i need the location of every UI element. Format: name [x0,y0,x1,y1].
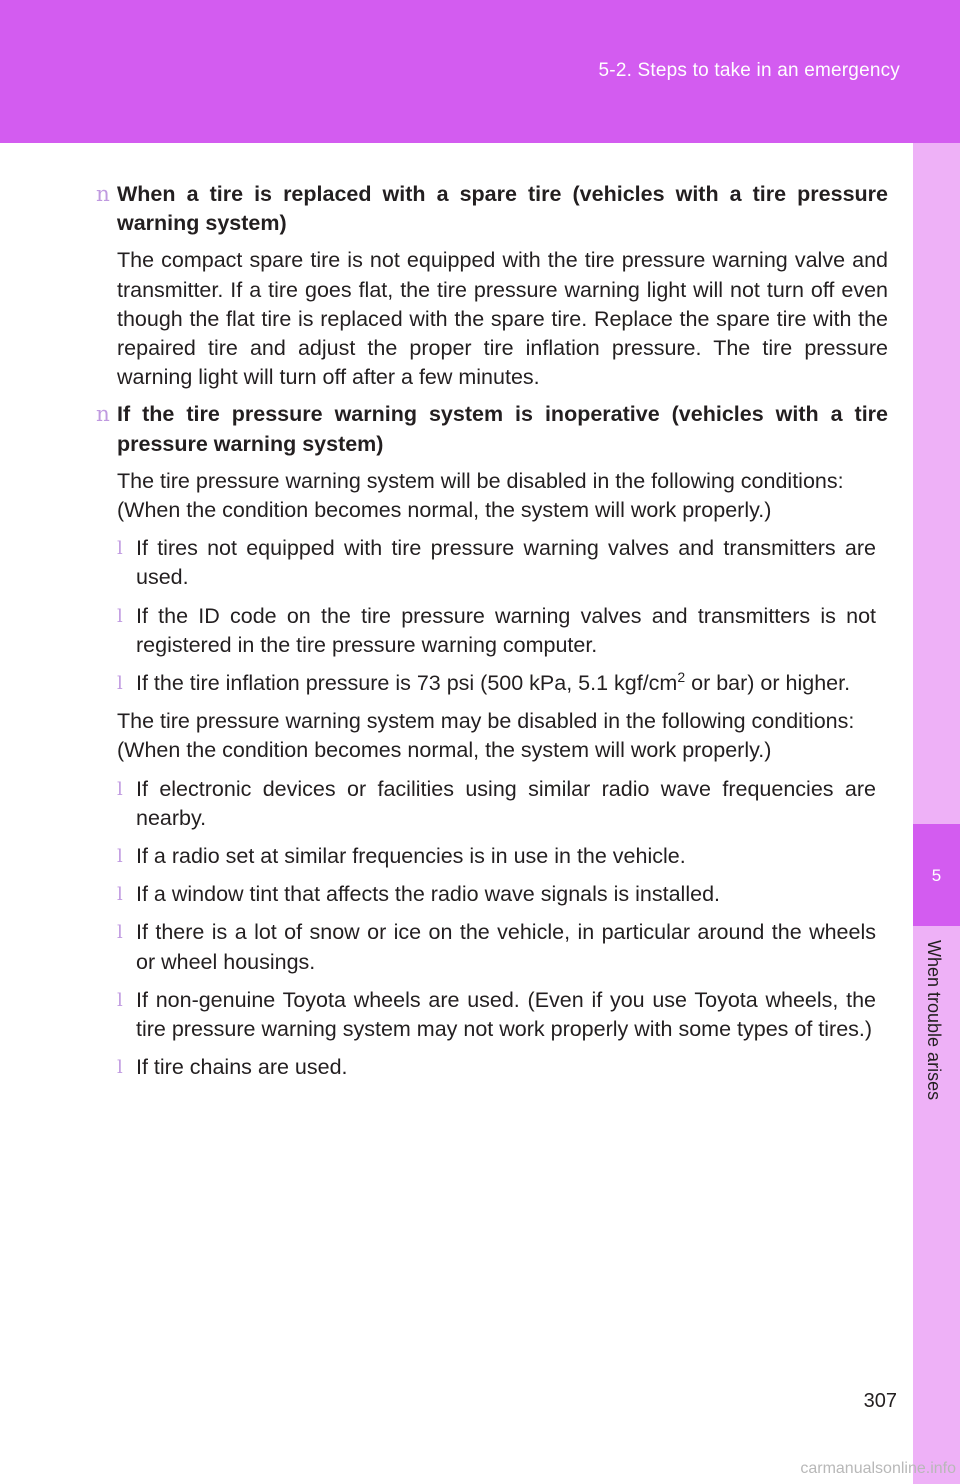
section-title: 5-2. Steps to take in an emergency [598,60,900,81]
chapter-number: 5 [931,866,942,885]
list-item: l If tire chains are used. [96,1053,888,1082]
section-bullet-icon: n [96,402,110,428]
page-number: 307 [863,1390,897,1412]
list-item: l If the tire inflation pressure is 73 psi (500 kPa, 5.1 kgf/$cm^2$ or bar) or higher. [96,669,888,698]
list-bullet-icon: l [117,538,123,560]
superscript: 2 [677,668,686,685]
list-bullet-icon: l [117,673,123,695]
list-item: l If there is a lot of snow or ice on the vehicle, in particular around the wheels or wheel housings. [117,920,876,974]
section-note: (When the condition becomes normal, the system will work properly.) [117,498,772,523]
list-bullet-icon: l [117,778,123,800]
list-bullet-icon: l [117,605,123,627]
page-content [96,180,888,1091]
section-intro: The tire pressure warning system will be disabled in the following conditions: [117,468,844,493]
list-bullet-icon: l [117,922,123,944]
watermark: carmanualsonline.info [800,1460,956,1477]
section-intro: The tire pressure warning system may be disabled in the following conditions: [117,709,855,734]
condition-list [96,534,888,698]
section-heading-text: When a tire is replaced with a spare tire (vehicles with a tire pressure warning system) [117,182,888,236]
section-heading [96,400,888,458]
side-tab [913,143,960,1484]
list-item: l If a window tint that affects the radio wave signals is installed. [96,880,888,909]
list-bullet-icon: l [117,1057,123,1079]
condition-list [96,775,888,1083]
list-item: l If non-genuine Toyota wheels are used. (Even if you use Toyota wheels, the tire pressure warning system may not work properly with some types of tires.) [117,987,876,1042]
chapter-label-container [913,940,960,1140]
list-item: l If tires not equipped with tire pressure warning valves and transmitters are used. [117,536,876,590]
chapter-label: When trouble arises [924,940,944,1101]
section-heading-text: If the tire pressure warning system is inoperative (vehicles with a tire pressure warning system) [117,402,888,456]
section-note: (When the condition becomes normal, the system will work properly.) [117,738,772,763]
section-bullet-icon: n [96,182,110,207]
list-item: l If electronic devices or facilities using similar radio wave frequencies are nearby. [117,776,876,830]
section-heading [96,180,888,238]
list-bullet-icon: l [117,989,123,1011]
list-bullet-icon: l [117,884,123,906]
list-bullet-icon: l [117,846,123,868]
list-item: l If the ID code on the tire pressure warning valves and transmitters is not registered in the tire pressure warning computer. [117,603,876,657]
list-item: l If a radio set at similar frequencies is in use in the vehicle. [96,842,888,871]
section-body: The compact spare tire is not equipped with the tire pressure warning valve and transmitter. If a tire goes flat, the tire pressure warning light will not turn off even though the flat tire is replaced with the spare tire. Replace the spare tire with the repaired tire and adjust the proper tire inflation pressure. The tire pressure warning light will turn off after a few minutes. [117,248,888,390]
